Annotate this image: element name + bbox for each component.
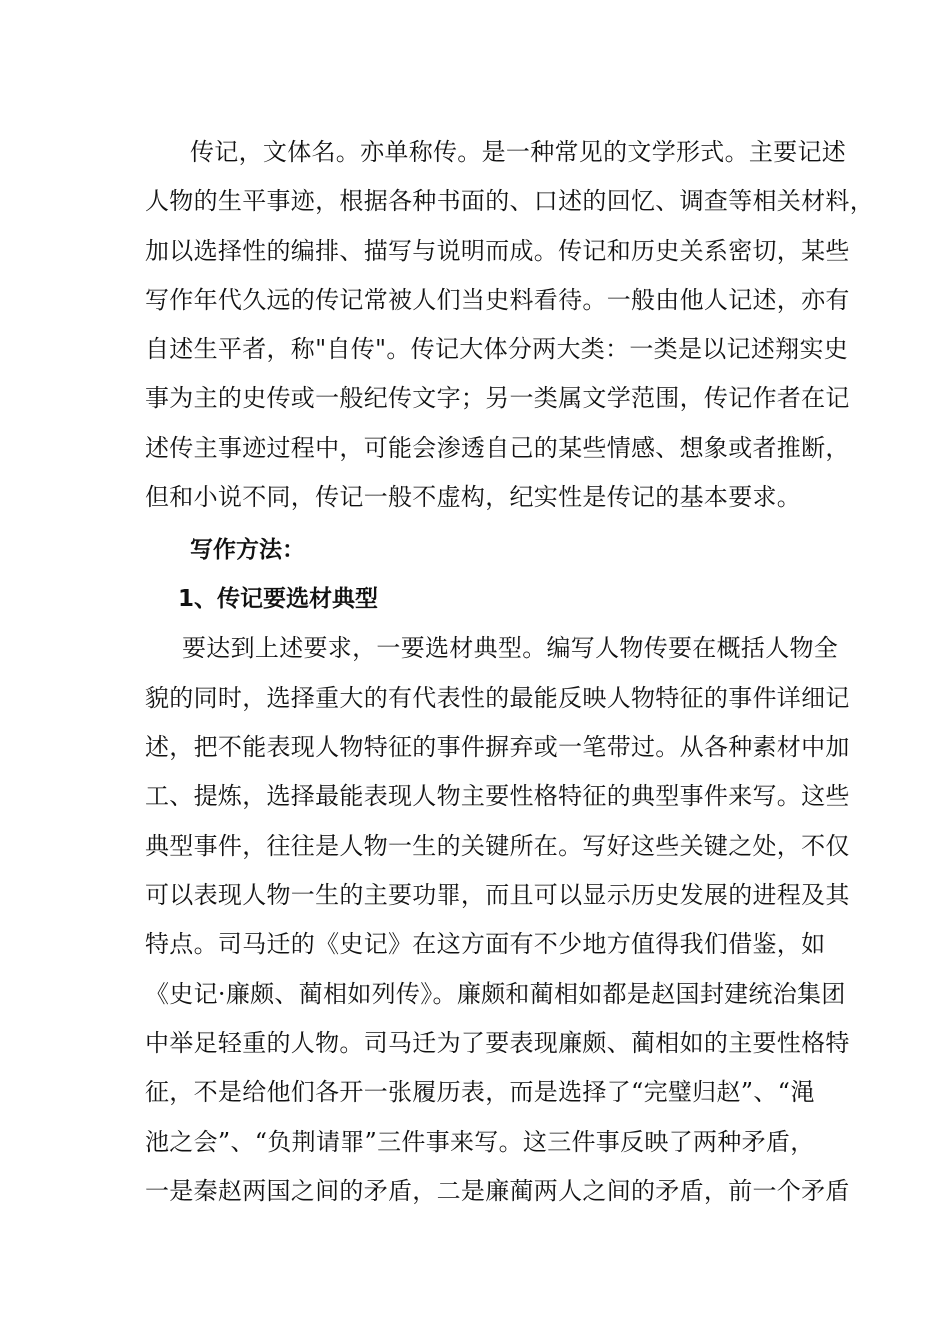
paragraph-1-line-8: 但和小说不同，传记一般不虚构，纪实性是传记的基本要求。 <box>145 483 802 511</box>
paragraph-2-line-6: 可以表现人物一生的主要功罪，而且可以显示历史发展的进程及其 <box>145 881 850 909</box>
paragraph-1-line-4: 写作年代久远的传记常被人们当史料看待。一般由他人记述，亦有 <box>145 286 850 314</box>
paragraph-2-line-9: 中举足轻重的人物。司马迁为了要表现廉颇、蔺相如的主要性格特 <box>145 1029 850 1057</box>
paragraph-1-line-2: 人物的生平事迹，根据各种书面的、口述的回忆、调查等相关材料， <box>145 187 874 215</box>
paragraph-1-line-1: 传记，文体名。亦单称传。是一种常见的文学形式。主要记述 <box>190 138 847 166</box>
paragraph-1-line-3: 加以选择性的编排、描写与说明而成。传记和历史关系密切，某些 <box>145 237 850 265</box>
paragraph-2-line-12: 一是秦赵两国之间的矛盾，二是廉蔺两人之间的矛盾，前一个矛盾 <box>145 1177 850 1205</box>
paragraph-2-line-7: 特点。司马迁的《史记》在这方面有不少地方值得我们借鉴，如 <box>145 930 826 958</box>
paragraph-2-line-5: 典型事件，往往是人物一生的关键所在。写好这些关键之处，不仅 <box>145 832 850 860</box>
paragraph-2-line-1: 要达到上述要求，一要选材典型。编写人物传要在概括人物全 <box>182 634 839 662</box>
paragraph-2-line-3: 述，把不能表现人物特征的事件摒弃或一笔带过。从各种素材中加 <box>145 733 850 761</box>
section-title: 写作方法： <box>190 537 305 563</box>
paragraph-1-line-7: 述传主事迹过程中，可能会渗透自己的某些情感、想象或者推断， <box>145 434 850 462</box>
paragraph-2-line-10: 征，不是给他们各开一张履历表，而是选择了“完璧归赵”、“渑 <box>145 1078 815 1106</box>
paragraph-2-line-2: 貌的同时，选择重大的有代表性的最能反映人物特征的事件详细记 <box>145 684 850 712</box>
paragraph-1-line-5: 自述生平者，称"自传"。传记大体分两大类：一类是以记述翔实史 <box>145 335 849 363</box>
paragraph-1-line-6: 事为主的史传或一般纪传文字；另一类属文学范围，传记作者在记 <box>145 384 850 412</box>
paragraph-2-line-4: 工、提炼，选择最能表现人物主要性格特征的典型事件来写。这些 <box>145 782 850 810</box>
subsection-title: 1、传记要选材典型 <box>178 586 379 612</box>
paragraph-2-line-8: 《史记·廉颇、蔺相如列传》。廉颇和蔺相如都是赵国封建统治集团 <box>145 980 846 1008</box>
paragraph-2-line-11: 池之会”、“负荆请罪”三件事来写。这三件事反映了两种矛盾， <box>145 1128 815 1156</box>
